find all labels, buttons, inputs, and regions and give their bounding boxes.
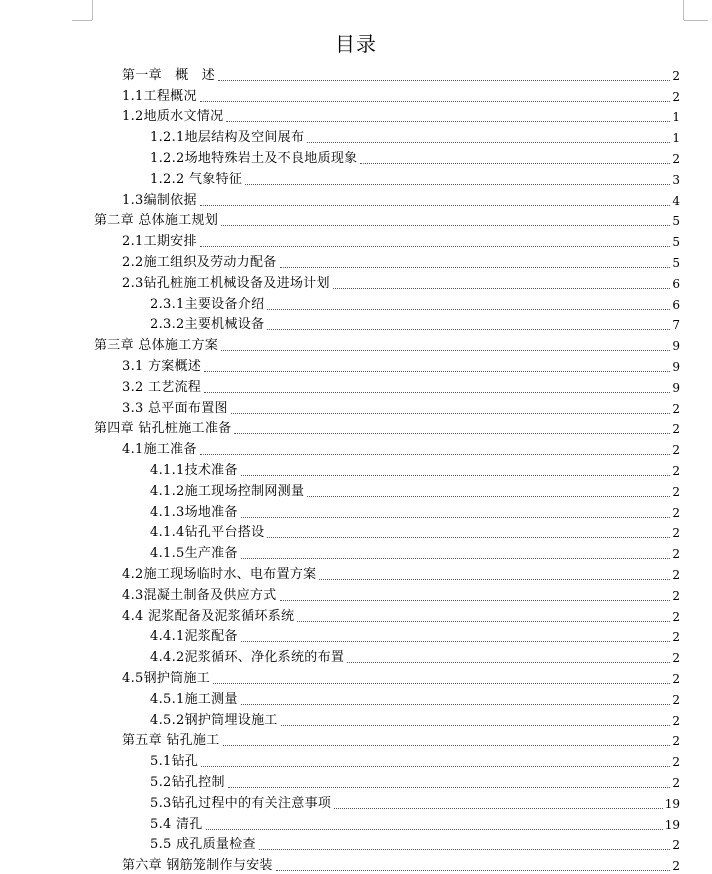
toc-entry-page-number: 2 — [672, 547, 680, 562]
toc-entry-page-number: 19 — [664, 796, 680, 811]
toc-entry[interactable] — [150, 625, 680, 646]
toc-entry-page-number: 4 — [672, 193, 680, 208]
toc-entry-title: 第六章 钢筋笼制作与安装 — [122, 858, 273, 874]
toc-entry-title: 4.5.1施工测量 — [150, 691, 238, 707]
toc-dot-leader — [276, 869, 670, 871]
toc-entry-page-number: 2 — [672, 463, 680, 478]
toc-entry-title: 4.2施工现场临时水、电布置方案 — [122, 566, 317, 582]
toc-entry[interactable] — [122, 562, 680, 583]
toc-entry[interactable] — [150, 313, 680, 334]
toc-dot-leader — [200, 100, 670, 102]
toc-dot-leader — [228, 786, 670, 788]
toc-dot-leader — [241, 703, 670, 705]
toc-dot-leader — [281, 724, 670, 726]
toc-dot-leader — [200, 204, 670, 206]
toc-entry-page-number: 6 — [672, 297, 680, 312]
toc-entry[interactable] — [122, 729, 680, 750]
toc-entry[interactable] — [150, 812, 680, 833]
toc-dot-leader — [221, 349, 670, 351]
toc-entry-title: 2.3钻孔桩施工机械设备及进场计划 — [122, 275, 330, 291]
toc-dot-leader — [319, 578, 670, 580]
toc-dot-leader — [223, 744, 670, 746]
toc-entry-page-number: 2 — [672, 401, 680, 416]
toc-entry-page-number: 2 — [672, 775, 680, 790]
toc-entry[interactable] — [122, 437, 680, 458]
toc-entry-title: 1.2.1地层结构及空间展布 — [150, 130, 305, 146]
toc-entry[interactable] — [150, 125, 680, 146]
toc-entry[interactable] — [150, 167, 680, 188]
toc-entry[interactable] — [150, 749, 680, 770]
toc-entry[interactable] — [150, 541, 680, 562]
toc-entry[interactable] — [122, 84, 680, 105]
toc-entry-page-number: 3 — [672, 172, 680, 187]
toc-entry-title: 4.5钢护筒施工 — [122, 670, 211, 686]
toc-entry-title: 3.3 总平面布置图 — [122, 400, 228, 416]
toc-entry-title: 4.1.2施工现场控制网测量 — [150, 483, 305, 499]
toc-entry-title: 第五章 钻孔施工 — [122, 733, 220, 749]
page-corner-mark-top-left-horizontal — [72, 20, 92, 21]
toc-dot-leader — [333, 287, 670, 289]
toc-entry-title: 1.2.2 气象特征 — [150, 171, 243, 187]
toc-entry[interactable] — [122, 63, 680, 84]
toc-entry-page-number: 2 — [672, 588, 680, 603]
toc-entry-page-number: 5 — [672, 214, 680, 229]
toc-entry[interactable] — [122, 853, 680, 874]
toc-entry-page-number: 2 — [672, 609, 680, 624]
toc-dot-leader — [267, 308, 670, 310]
toc-entry[interactable] — [122, 105, 680, 126]
toc-entry-title: 第一章 概 述 — [122, 67, 216, 83]
toc-dot-leader — [234, 432, 670, 434]
toc-entry-title: 4.4.1泥浆配备 — [150, 629, 238, 645]
toc-entry[interactable] — [150, 833, 680, 854]
toc-entry-title: 4.1施工准备 — [122, 442, 197, 458]
toc-entry[interactable] — [150, 458, 680, 479]
toc-entry[interactable] — [122, 271, 680, 292]
toc-entry[interactable] — [122, 250, 680, 271]
toc-entry[interactable] — [122, 375, 680, 396]
toc-dot-leader — [241, 557, 670, 559]
toc-dot-leader — [206, 828, 663, 830]
toc-dot-leader — [241, 474, 670, 476]
toc-dot-leader — [307, 495, 670, 497]
toc-entry-title: 4.5.2钢护筒埋设施工 — [150, 712, 278, 728]
toc-entry-title: 4.4 泥浆配备及泥浆循环系统 — [122, 608, 295, 624]
toc-dot-leader — [221, 224, 670, 226]
toc-entry[interactable] — [122, 583, 680, 604]
toc-entry-page-number: 2 — [672, 443, 680, 458]
toc-dot-leader — [245, 183, 670, 185]
toc-dot-leader — [347, 661, 670, 663]
toc-entry[interactable] — [122, 229, 680, 250]
toc-dot-leader — [241, 640, 670, 642]
toc-entry-title: 1.2.2场地特殊岩土及不良地质现象 — [150, 150, 358, 166]
toc-entry[interactable] — [122, 604, 680, 625]
toc-entry-title: 1.3编制依据 — [122, 192, 197, 208]
toc-entry-title: 4.1.4钻孔平台搭设 — [150, 525, 265, 541]
toc-entry-title: 5.1钻孔 — [150, 754, 199, 770]
toc-entry[interactable] — [94, 417, 680, 438]
toc-entry-title: 4.1.1技术准备 — [150, 462, 238, 478]
toc-dot-leader — [280, 266, 670, 268]
toc-entry[interactable] — [94, 333, 680, 354]
toc-entry-page-number: 2 — [672, 859, 680, 874]
toc-entry[interactable] — [122, 354, 680, 375]
toc-entry[interactable] — [150, 292, 680, 313]
toc-entry[interactable] — [150, 500, 680, 521]
toc-dot-leader — [204, 370, 670, 372]
toc-entry-page-number: 2 — [672, 692, 680, 707]
toc-entry-page-number: 5 — [672, 255, 680, 270]
toc-dot-leader — [267, 328, 670, 330]
toc-entry[interactable] — [94, 209, 680, 230]
toc-dot-leader — [201, 765, 670, 767]
toc-dot-leader — [226, 120, 670, 122]
toc-entry[interactable] — [150, 146, 680, 167]
toc-entry-title: 2.3.2主要机械设备 — [150, 317, 265, 333]
toc-entry-page-number: 1 — [672, 110, 680, 125]
toc-entry-title: 2.3.1主要设备介绍 — [150, 296, 265, 312]
toc-entry[interactable] — [122, 666, 680, 687]
toc-entry-page-number: 9 — [672, 359, 680, 374]
toc-entry-title: 5.5 成孔质量检查 — [150, 837, 256, 853]
toc-entry-page-number: 2 — [672, 755, 680, 770]
toc-entry-page-number: 6 — [672, 276, 680, 291]
toc-entry[interactable] — [150, 479, 680, 500]
toc-dot-leader — [213, 682, 670, 684]
toc-entry-title: 3.2 工艺流程 — [122, 379, 202, 395]
toc-entry-page-number: 2 — [672, 671, 680, 686]
toc-dot-leader — [360, 162, 670, 164]
page-corner-mark-top-left-vertical — [92, 0, 93, 20]
toc-entry[interactable] — [150, 687, 680, 708]
toc-entry-title: 2.1工期安排 — [122, 234, 197, 250]
toc-entry-page-number: 2 — [672, 713, 680, 728]
toc-entry-page-number: 1 — [672, 131, 680, 146]
toc-entry[interactable] — [150, 521, 680, 542]
toc-entry-page-number: 9 — [672, 339, 680, 354]
toc-entry[interactable] — [122, 188, 680, 209]
toc-entry-title: 3.1 方案概述 — [122, 358, 202, 374]
toc-entry-title: 1.2地质水文情况 — [122, 109, 224, 125]
toc-entry-page-number: 2 — [672, 68, 680, 83]
toc-entry-page-number: 5 — [672, 235, 680, 250]
toc-dot-leader — [280, 599, 670, 601]
toc-entry-title: 第二章 总体施工规划 — [94, 213, 219, 229]
toc-dot-leader — [200, 453, 670, 455]
toc-entry[interactable] — [150, 708, 680, 729]
toc-title: 目录 — [335, 32, 377, 56]
toc-dot-leader — [204, 391, 670, 393]
toc-dot-leader — [307, 141, 670, 143]
toc-entry-title: 第三章 总体施工方案 — [94, 338, 219, 354]
toc-entry-page-number: 2 — [672, 526, 680, 541]
toc-dot-leader — [241, 516, 670, 518]
toc-entry-page-number: 7 — [672, 318, 680, 333]
toc-entry-title: 4.4.2泥浆循环、净化系统的布置 — [150, 650, 345, 666]
toc-entry-page-number: 2 — [672, 151, 680, 166]
toc-entry-title: 4.1.3场地准备 — [150, 504, 238, 520]
toc-dot-leader — [218, 79, 670, 81]
toc-entry-title: 2.2施工组织及劳动力配备 — [122, 254, 277, 270]
toc-entry-page-number: 2 — [672, 89, 680, 104]
toc-entry-title: 5.4 清孔 — [150, 816, 203, 832]
toc-entry[interactable] — [122, 396, 680, 417]
toc-entry-page-number: 19 — [664, 817, 680, 832]
toc-entry-title: 4.1.5生产准备 — [150, 546, 238, 562]
toc-entry-page-number: 2 — [672, 422, 680, 437]
page-corner-mark-top-right-vertical — [683, 0, 684, 20]
toc-entry-page-number: 2 — [672, 838, 680, 853]
toc-dot-leader — [267, 536, 670, 538]
toc-entry-page-number: 2 — [672, 651, 680, 666]
toc-dot-leader — [297, 620, 670, 622]
toc-dot-leader — [231, 412, 670, 414]
toc-dot-leader — [200, 245, 670, 247]
toc-dot-leader — [334, 807, 663, 809]
toc-entry[interactable] — [150, 770, 680, 791]
toc-entry-title: 4.3混凝土制备及供应方式 — [122, 587, 277, 603]
toc-entry-page-number: 9 — [672, 380, 680, 395]
toc-entry-title: 5.2钻孔控制 — [150, 774, 225, 790]
toc-entry-title: 5.3钻孔过程中的有关注意事项 — [150, 795, 332, 811]
toc-entry[interactable] — [150, 791, 680, 812]
toc-entry-page-number: 2 — [672, 734, 680, 749]
page-corner-mark-top-right-horizontal — [684, 20, 708, 21]
toc-entry-page-number: 2 — [672, 484, 680, 499]
toc-entry-page-number: 2 — [672, 505, 680, 520]
toc-entry-page-number: 2 — [672, 567, 680, 582]
toc-entry-page-number: 2 — [672, 630, 680, 645]
toc-entry[interactable] — [150, 645, 680, 666]
toc-dot-leader — [259, 848, 670, 850]
toc-entry-title: 1.1工程概况 — [122, 88, 197, 104]
toc-entry-title: 第四章 钻孔桩施工准备 — [94, 421, 232, 437]
